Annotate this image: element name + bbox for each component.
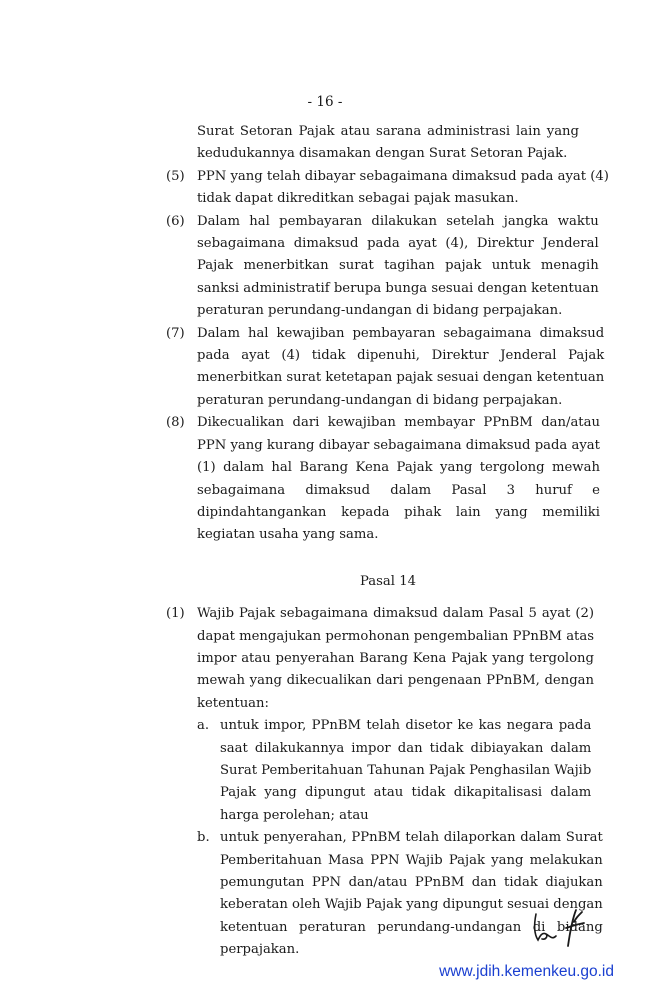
text-line: sebagaimana dimaksud dalam Pasal 3 huruf e [197, 482, 600, 498]
text-line: Wajib Pajak sebagaimana dimaksud dalam Pasal 5 ayat (2) [197, 606, 594, 622]
jdih-website-link[interactable]: www.jdih.kemenkeu.go.id [439, 963, 614, 980]
text-line: (1) dalam hal Barang Kena Pajak yang tergolong mewah [197, 460, 600, 476]
text-line: harga perolehan; atau [220, 807, 369, 823]
text-line: keberatan oleh Wajib Pajak yang dipungut sesuai dengan [220, 897, 603, 913]
article-heading: Pasal 14 [360, 573, 416, 589]
text-line: mewah yang dikecualikan dari pengenaan PPnBM, dengan [197, 673, 594, 689]
text-line: dapat mengajukan permohonan pengembalian PPnBM atas [197, 628, 594, 644]
text-line: kedudukannya disamakan dengan Surat Setoran Pajak. [197, 146, 568, 162]
text-line: Surat Setoran Pajak atau sarana administrasi lain yang [197, 124, 579, 139]
text-line: tidak dapat dikreditkan sebagai pajak masukan. [197, 191, 519, 207]
text-line: dipindahtangankan kepada pihak lain yang memiliki [197, 504, 600, 520]
text-line: Dikecualikan dari kewajiban membayar PPnBM dan/atau [197, 415, 600, 431]
text-line: ketentuan peraturan perundang-undangan di bidang [220, 919, 603, 935]
paragraph-7 [166, 323, 605, 413]
text-line: saat dilakukannya impor dan tidak dibiayakan dalam [220, 740, 592, 756]
list-item-a [197, 715, 592, 827]
page-number: - 16 - [307, 94, 343, 110]
list-letter: a. [197, 718, 210, 734]
list-item-b [197, 827, 603, 961]
text-line: pemungutan PPN dan/atau PPnBM dan tidak diajukan [220, 875, 603, 890]
text-line: kegiatan usaha yang sama. [197, 527, 379, 543]
text-line: Pajak menerbitkan surat tagihan pajak untuk menagih [197, 258, 599, 274]
text-line: peraturan perundang-undangan di bidang perpajakan. [197, 303, 563, 319]
text-line: Pemberitahuan Masa PPN Wajib Pajak yang melakukan [220, 852, 603, 868]
paragraph-number: (7) [166, 325, 185, 341]
text-line: untuk penyerahan, PPnBM telah dilaporkan dalam Surat [220, 830, 603, 846]
text-line: Pajak yang dipungut atau tidak dikapitalisasi dalam [220, 785, 592, 801]
article-paragraph-1 [166, 603, 594, 715]
text-line: perpajakan. [220, 942, 300, 958]
text-line: PPN yang telah dibayar sebagaimana dimaksud pada ayat (4) [197, 168, 609, 184]
document-body [166, 121, 609, 962]
paragraph-8 [166, 412, 600, 546]
paragraph-5 [166, 166, 609, 211]
paragraph-number: (1) [166, 606, 185, 622]
text-line: PPN yang kurang dibayar sebagaimana dimaksud pada ayat [197, 437, 600, 453]
text-line: sanksi administratif berupa bunga sesuai dengan ketentuan [197, 280, 599, 296]
paragraph-number: (5) [166, 168, 185, 184]
text-line: sebagaimana dimaksud pada ayat (4), Direktur Jenderal [197, 236, 599, 252]
initials-signature-icon [526, 906, 590, 950]
text-line: peraturan perundang-undangan di bidang perpajakan. [197, 392, 563, 408]
intro-continuation [166, 121, 579, 166]
text-line: ketentuan: [197, 695, 269, 711]
text-line: untuk impor, PPnBM telah disetor ke kas negara pada [220, 718, 592, 734]
text-line: Surat Pemberitahuan Tahunan Pajak Penghasilan Wajib [220, 762, 592, 778]
text-line: Dalam hal pembayaran dilakukan setelah jangka waktu [197, 213, 599, 229]
text-line: menerbitkan surat ketetapan pajak sesuai dengan ketentuan [197, 370, 605, 386]
text-line: Dalam hal kewajiban pembayaran sebagaimana dimaksud [197, 325, 605, 341]
list-letter: b. [197, 830, 210, 846]
paragraph-6 [166, 211, 599, 323]
text-line: pada ayat (4) tidak dipenuhi, Direktur Jenderal Pajak [197, 348, 605, 364]
paragraph-number: (8) [166, 415, 185, 431]
text-line: impor atau penyerahan Barang Kena Pajak yang tergolong [197, 650, 594, 666]
paragraph-number: (6) [166, 213, 185, 229]
